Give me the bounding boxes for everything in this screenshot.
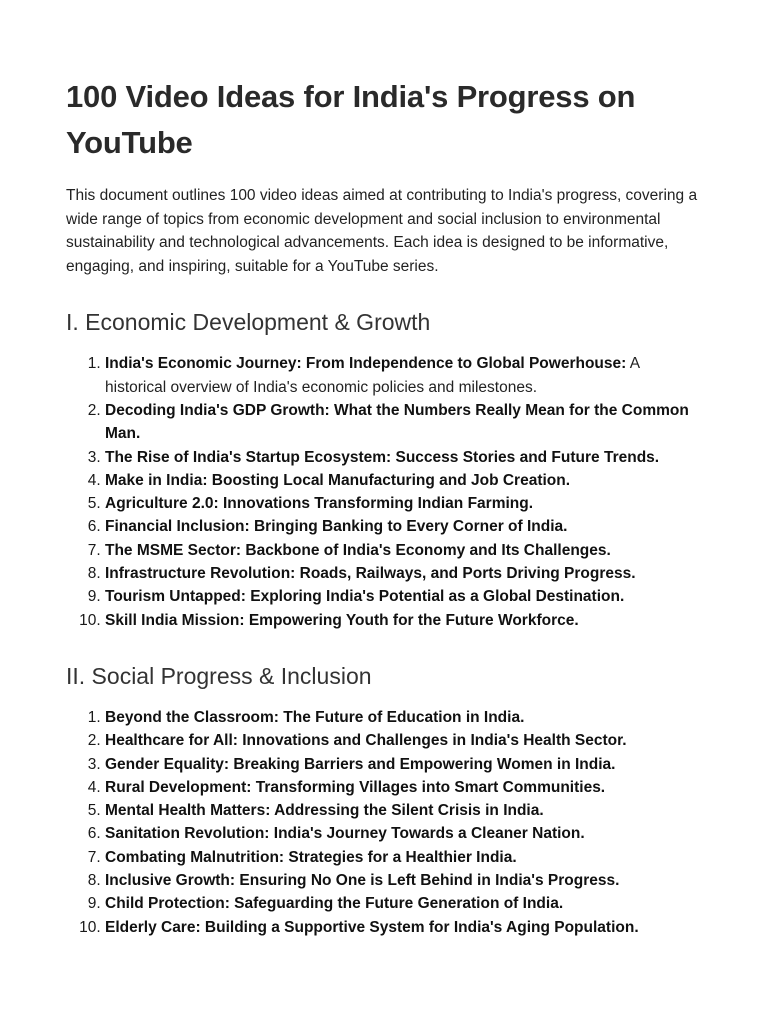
intro-paragraph: This document outlines 100 video ideas aimed at contributing to India's progress, covering a wide range of topics from economic development and social inclusion to environmental sustainability and technological advancements. Each idea is designed to be informative, engaging, and inspiring, suitable for a YouTube series. bbox=[66, 187, 698, 275]
idea-title: Agriculture 2.0: Innovations Transforming Indian Farming. bbox=[105, 495, 534, 513]
idea-title: The Rise of India's Startup Ecosystem: Success Stories and Future Trends. bbox=[105, 448, 660, 466]
list-item bbox=[105, 753, 702, 776]
idea-title: Elderly Care: Building a Supportive System for India's Aging Population. bbox=[105, 918, 639, 936]
idea-title: Infrastructure Revolution: Roads, Railways, and Ports Driving Progress. bbox=[105, 565, 636, 583]
page-title: 100 Video Ideas for India's Progress on YouTube bbox=[66, 79, 636, 160]
list-item bbox=[105, 492, 702, 515]
list-item bbox=[105, 706, 702, 729]
list-item bbox=[105, 446, 702, 469]
list-item bbox=[105, 609, 702, 632]
list-item bbox=[105, 729, 702, 752]
section-economic-development bbox=[66, 306, 702, 632]
idea-title: Inclusive Growth: Ensuring No One is Left Behind in India's Progress. bbox=[105, 872, 620, 890]
list-item bbox=[105, 776, 702, 799]
list-item bbox=[105, 352, 702, 399]
idea-title: Mental Health Matters: Addressing the Silent Crisis in India. bbox=[105, 802, 544, 820]
list-item bbox=[105, 469, 702, 492]
list-item bbox=[105, 916, 702, 939]
list-item bbox=[105, 799, 702, 822]
idea-title: Child Protection: Safeguarding the Future Generation of India. bbox=[105, 895, 564, 913]
list-item bbox=[105, 846, 702, 869]
idea-title: Gender Equality: Breaking Barriers and Empowering Women in India. bbox=[105, 755, 616, 773]
idea-title: Rural Development: Transforming Villages into Smart Communities. bbox=[105, 778, 606, 796]
list-item bbox=[105, 539, 702, 562]
section-heading: II. Social Progress & Inclusion bbox=[66, 662, 372, 689]
idea-title: Financial Inclusion: Bringing Banking to Every Corner of India. bbox=[105, 518, 568, 536]
idea-title: Tourism Untapped: Exploring India's Potential as a Global Destination. bbox=[105, 588, 625, 606]
idea-title: Healthcare for All: Innovations and Challenges in India's Health Sector. bbox=[105, 732, 627, 750]
idea-list bbox=[66, 352, 702, 632]
list-item bbox=[105, 892, 702, 915]
list-item bbox=[105, 562, 702, 585]
section-heading: I. Economic Development & Growth bbox=[66, 309, 431, 336]
list-item bbox=[105, 399, 702, 446]
idea-title: Skill India Mission: Empowering Youth for the Future Workforce. bbox=[105, 611, 579, 629]
idea-description: A historical overview of India's economic policies and milestones. bbox=[105, 355, 640, 396]
idea-title: Make in India: Boosting Local Manufacturing and Job Creation. bbox=[105, 471, 571, 489]
idea-title: India's Economic Journey: From Independence to Global Powerhouse: bbox=[105, 355, 627, 373]
list-item bbox=[105, 515, 702, 538]
list-item bbox=[105, 822, 702, 845]
idea-title: The MSME Sector: Backbone of India's Economy and Its Challenges. bbox=[105, 541, 611, 559]
section-social-progress bbox=[66, 660, 702, 939]
idea-title: Decoding India's GDP Growth: What the Numbers Really Mean for the Common Man. bbox=[105, 401, 689, 443]
list-item bbox=[105, 869, 702, 892]
idea-list bbox=[66, 706, 702, 939]
idea-title: Sanitation Revolution: India's Journey Towards a Cleaner Nation. bbox=[105, 825, 585, 843]
idea-title: Combating Malnutrition: Strategies for a Healthier India. bbox=[105, 848, 517, 866]
list-item bbox=[105, 585, 702, 608]
idea-title: Beyond the Classroom: The Future of Education in India. bbox=[105, 708, 525, 726]
